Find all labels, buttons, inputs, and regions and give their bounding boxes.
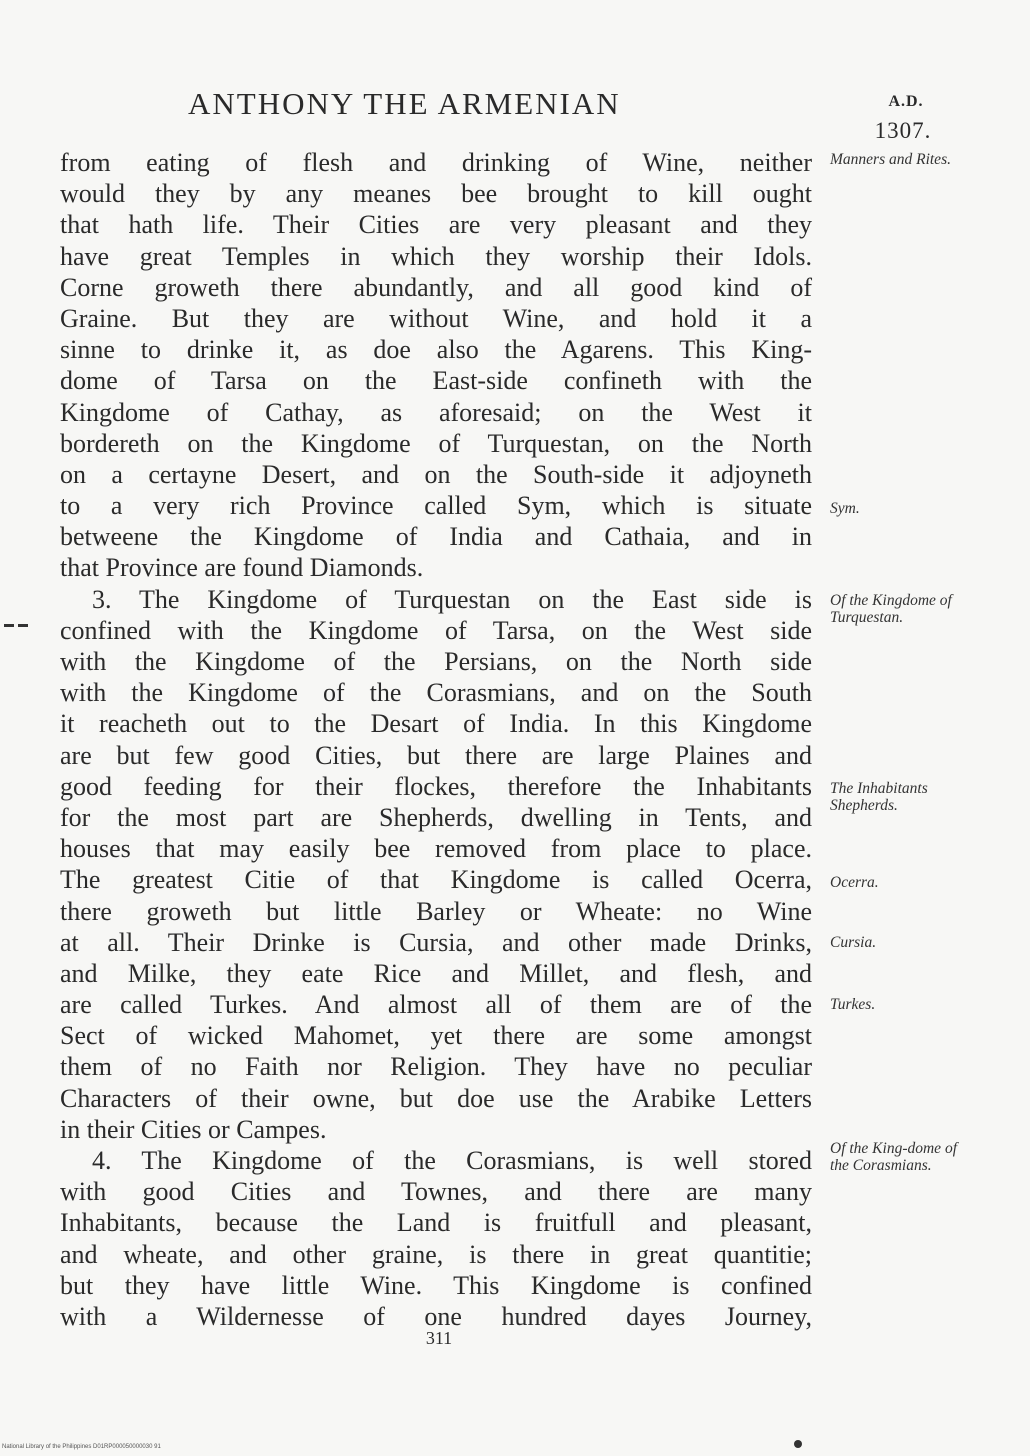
text-line: are called Turkes. And almost all of them are of the	[60, 990, 812, 1020]
text-line: with good Cities and Townes, and there are many	[60, 1177, 812, 1207]
text-line: and wheate, and other graine, is there in great quantitie;	[60, 1239, 812, 1269]
text-line: that hath life. Their Cities are very pleasant and they	[60, 210, 812, 240]
footer-credit: National Library of the Philippines D01RP000050000030 91	[2, 1444, 161, 1450]
margin-note-cursia: Cursia.	[830, 934, 877, 951]
text-line: them of no Faith nor Religion. They have no peculiar	[60, 1052, 812, 1082]
margin-note-corasmians: Of the King-dome of the Corasmians.	[830, 1140, 957, 1174]
year-value: 1307.	[874, 118, 932, 143]
text-line: houses that may easily bee removed from place to place.	[60, 834, 812, 864]
text-line: at all. Their Drinke is Cursia, and other made Drinks,	[60, 927, 812, 957]
margin-note-manners: Manners and Rites.	[830, 151, 951, 168]
text-line: betweene the Kingdome of India and Cathaia, and in	[60, 522, 812, 552]
text-line: have great Temples in which they worship their Idols.	[60, 241, 812, 271]
margin-note-turkes: Turkes.	[830, 996, 876, 1013]
scan-artifact	[794, 1440, 802, 1448]
text-line: confined with the Kingdome of Tarsa, on the West side	[60, 615, 812, 645]
text-line: to a very rich Province called Sym, which is situate	[60, 491, 812, 521]
text-line: are but few good Cities, but there are large Plaines and	[60, 740, 812, 770]
margin-note-inhabitants: The Inhabitants Shepherds.	[830, 780, 928, 814]
text-line: 3. The Kingdome of Turquestan on the East side is	[92, 584, 812, 614]
running-title: ANTHONY THE ARMENIAN	[188, 86, 621, 121]
text-line: there groweth but little Barley or Wheate: no Wine	[60, 896, 812, 926]
margin-note-sym: Sym.	[830, 500, 860, 517]
text-line: on a certayne Desert, and on the South-side it adjoyneth	[60, 459, 812, 489]
text-line: Kingdome of Cathay, as aforesaid; on the West it	[60, 397, 812, 427]
scan-artifact	[18, 624, 28, 627]
text-line: with the Kingdome of the Persians, on the North side	[60, 647, 812, 676]
margin-note-turquestan: Of the Kingdome of Turquestan.	[830, 592, 952, 626]
margin-note-ocerra: Ocerra.	[830, 874, 879, 891]
text-line: Inhabitants, because the Land is fruitfull and pleasant,	[60, 1208, 812, 1238]
body-text	[60, 147, 812, 1332]
text-line: sinne to drinke it, as doe also the Agarens. This King-	[60, 335, 812, 365]
text-line: but they have little Wine. This Kingdome is confined	[60, 1270, 812, 1300]
text-line: good feeding for their flockes, therefore the Inhabitants	[60, 771, 812, 801]
text-line: would they by any meanes bee brought to kill ought	[60, 179, 812, 209]
scan-artifact	[4, 624, 14, 627]
text-line: The greatest Citie of that Kingdome is called Ocerra,	[60, 865, 812, 895]
text-line: in their Cities or Campes.	[60, 1114, 327, 1144]
text-line: 4. The Kingdome of the Corasmians, is well stored	[92, 1146, 812, 1175]
text-line: with the Kingdome of the Corasmians, and on the South	[60, 678, 812, 708]
text-line: from eating of flesh and drinking of Wine, neither	[60, 148, 812, 177]
text-line: and Milke, they eate Rice and Millet, and flesh, and	[60, 958, 812, 988]
text-line: dome of Tarsa on the East-side confineth with the	[60, 366, 812, 396]
text-line: it reacheth out to the Desart of India. In this Kingdome	[60, 709, 812, 739]
year-label: A.D.	[888, 93, 924, 110]
text-line: bordereth on the Kingdome of Turquestan, on the North	[60, 428, 812, 458]
page-number: 311	[425, 1328, 453, 1348]
text-line: Sect of wicked Mahomet, yet there are some amongst	[60, 1021, 812, 1051]
text-line: Graine. But they are without Wine, and hold it a	[60, 303, 812, 333]
text-line: with a Wildernesse of one hundred dayes Journey,	[60, 1301, 812, 1331]
text-line: Characters of their owne, but doe use the Arabike Letters	[60, 1083, 812, 1113]
text-line: for the most part are Shepherds, dwelling in Tents, and	[60, 802, 812, 832]
text-line: that Province are found Diamonds.	[60, 553, 424, 583]
text-line: Corne groweth there abundantly, and all good kind of	[60, 272, 812, 302]
